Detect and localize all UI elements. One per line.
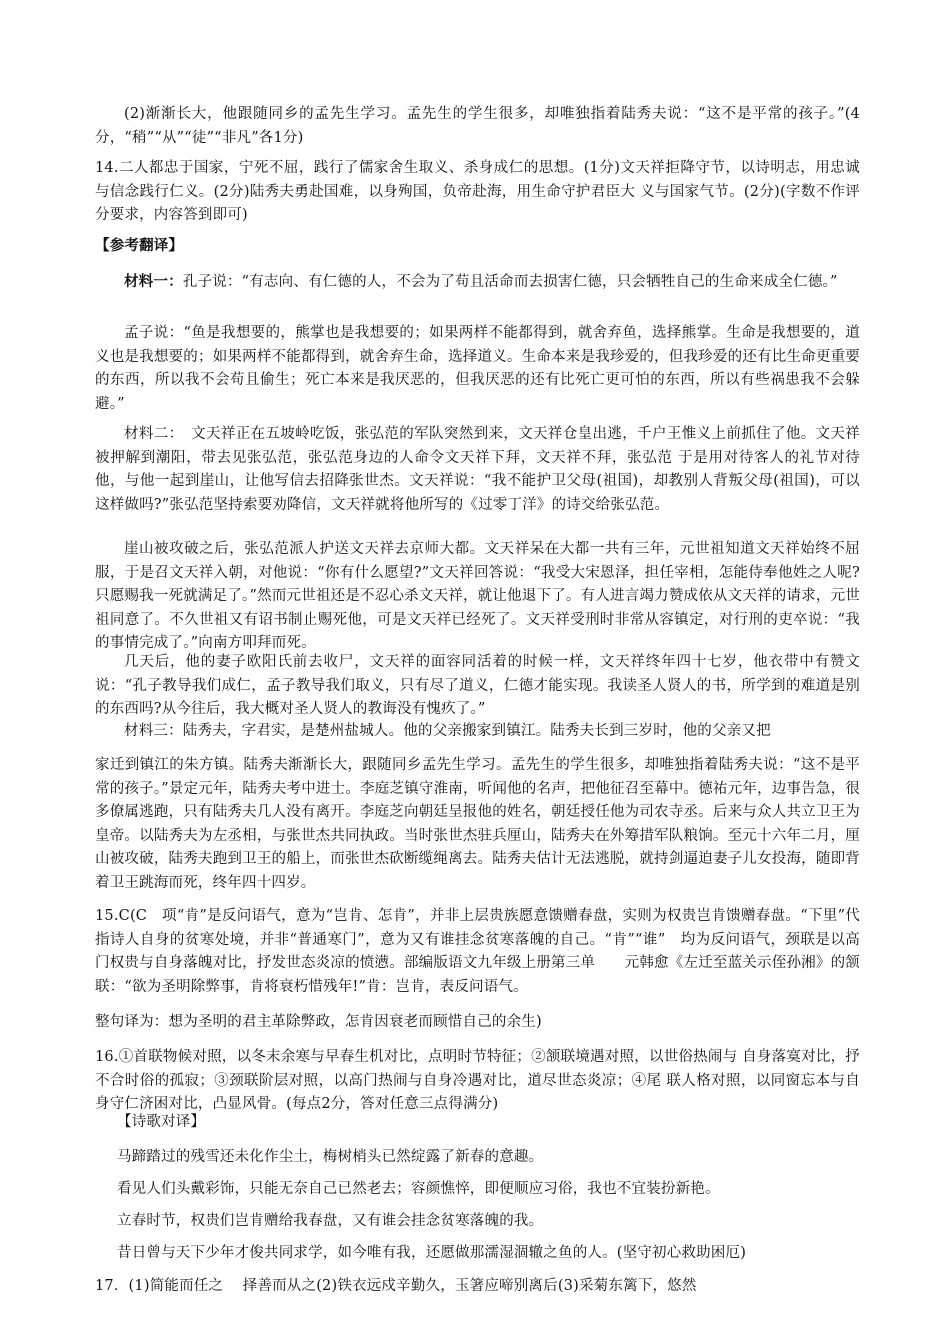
material-three-paragraph: 家迁到镇江的朱方镇。陆秀夫渐渐长大，跟随同乡孟先生学习。孟先生的学生很多，却唯独指着陆秀夫说：“这不是平常的孩子。”景定元年，陆秀夫考中进士。李庭芝镇守淮南，听闻他的名声，把他征召至幕中。德祐元年，边事告急，很多僚属逃跑，只有陆秀夫几人没有离开。李庭芝向朝廷呈报他的姓名，朝廷授任他为司农寺丞。后来与众人共立卫王为皇帝。以陆秀夫为左丞相，与张世杰共同执政。当时张世杰驻兵厘山，陆秀夫在外筹措军队粮饷。至元十六年二月，厘山被攻破，陆秀夫跑到卫王的船上，而张世杰砍断缆绳离去。陆秀夫估计无法逃脱，就持剑逼迫妻子儿女投海，随即背着卫王跳海而死，终年四十四岁。 [95, 757, 860, 891]
answer-17: 17．(1)简能而任之 择善而从之(2)铁衣远戍辛勤久，玉箸应啼别离后(3)采菊东篱下，悠然 [95, 1278, 697, 1294]
yashan-paragraph: 崖山被攻破之后，张弘范派人护送文天祥去京师大都。文天祥呆在大都一共有三年，元世祖知道文天祥始终不屈服，于是召文天祥入朝，对他说：“你有什么愿望?”文天祥回答说：“我受大宋恩泽，担任宰相，怎能侍奉他姓之人呢?只愿赐我一死就满足了。”然而元世祖还是不忍心杀文天祥，就让他退下了。有人进言竭力赞成依从文天祥的请求，元世祖同意了。不久世祖又有诏书制止赐死他，可是文天祥已经死了。文天祥受刑时非常从容镇定，对行刑的吏卒说：“我的事情完成了。”向南方叩拜而死。 [95, 541, 860, 651]
answer-15-translation: 整句译为：想为圣明的君主革除弊政，怎肯因衰老而顾惜自己的余生) [95, 1014, 542, 1030]
material-three-first-line: 材料三：陆秀夫，字君实，是楚州盐城人。他的父亲搬家到镇江。陆秀夫长到三岁时，他的父亲又把 [124, 723, 771, 739]
reference-translation-heading: 【参考翻译】 [95, 237, 184, 254]
mencius-paragraph: 孟子说：“鱼是我想要的，熊掌也是我想要的；如果两样不能都得到，就舍弃鱼，选择熊掌。生命是我想要的，道义也是我想要的；如果两样不能都得到，就舍弃生命，选择道义。生命本来是我珍爱的，但我珍爱的还有比生命更重要的东西，所以我不会苟且偷生；死亡本来是我厌恶的，但我厌恶的还有比死亡更可怕的东西，所以有些祸患我不会躲避。” [95, 325, 860, 412]
answer-14: 14.二人都忠于国家，宁死不屈，践行了儒家舍生取义、杀身成仁的思想。(1分)文天祥拒降守节，以诗明志，用忠诚与信念践行仁义。(2分)陆秀夫勇赴国难，以身殉国，负帝赴海，用生命守护君臣大 义与国家气节。(2分)(字数不作评分要求，内容答到即可) [95, 160, 860, 223]
after-days-paragraph: 几天后，他的妻子欧阳氏前去收尸，文天祥的面容同活着的时候一样，文天祥终年四十七岁，他衣带中有赞文说：“孔子教导我们成仁，孟子教导我们取义，只有尽了道义，仁德才能实现。我读圣人贤人的书，所学到的难道是别的东西吗?从今往后，我大概对圣人贤人的教诲没有愧疚了。” [95, 654, 860, 717]
material-one-text: 孔子说：“有志向、有仁德的人，不会为了苟且活命而去损害仁德，只会牺牲自己的生命来成全仁德。” [182, 274, 838, 290]
material-one-paragraph [95, 270, 860, 295]
poem-translation-heading: 【诗歌对译】 [117, 1114, 206, 1130]
material-one-label: 材料一： [124, 273, 183, 290]
poem-line-2: 看见人们头戴彩饰，只能无奈自己已然老去；容颜憔悴，即便顺应习俗，我也不宜装扮新艳。 [117, 1181, 720, 1197]
material-two-paragraph: 材料二： 文天祥正在五坡岭吃饭，张弘范的军队突然到来，文天祥仓皇出逃，千户王惟义上前抓住了他。文天祥被押解到潮阳，带去见张弘范，张弘范身边的人命令文天祥下拜，文天祥不拜，张弘范 于是用对待客人的礼节对待他，与他一起到崖山，让他写信去招降张世杰。文天祥说：“我不能护卫父母(祖国)，却教别人背叛父母(祖国)，可以这样做吗?”张弘范坚持索要劝降信，文天祥就将他所写的《过零丁洋》的诗交给张弘范。 [95, 426, 860, 513]
answer-13-2: (2)渐渐长大，他跟随同乡的孟先生学习。孟先生的学生很多，却唯独指着陆秀夫说：“这不是平常的孩子。”(4分，“稍”“从”“徒”“非凡”各1分) [95, 106, 860, 146]
poem-line-4: 昔日曾与天下少年才俊共同求学，如今唯有我，还愿做那濡湿涸辙之鱼的人。(坚守初心救助困厄) [117, 1245, 747, 1261]
answer-15: 15.C(C 项“肯”是反问语气，意为“岂肯、怎肯”，并非上层贵族愿意馈赠春盘，实则为权贵岂肯馈赠春盘。“下里”代指诗人自身的贫寒处境，并非“普通寒门”，意为又有谁挂念贫寒落魄的自己。“肯”“谁” 均为反问语气，颈联是以高门权贵与自身落魄对比，抒发世态炎凉的愤懑。部编版语文九年级上册第三单 元韩愈《左迁至蓝关示侄孙湘》的颔联：“欲为圣明除弊事，肯将衰朽惜残年!”肯：岂肯，表反问语气。 [95, 908, 860, 995]
poem-line-1: 马蹄踏过的残雪还未化作尘土，梅树梢头已然绽露了新春的意趣。 [117, 1149, 544, 1165]
answer-16: 16.①首联物候对照，以冬末余寒与早春生机对比，点明时节特征；②颔联境遇对照，以世俗热闹与 自身落寞对比，抒不合时俗的孤寂；③颈联阶层对照，以高门热闹与自身冷遇对比，道尽世态炎凉；④尾 联人格对照，以同窗忘本与自身守仁济困对比，凸显风骨。(每点2分，答对任意三点得满分) [95, 1049, 860, 1112]
poem-line-3: 立春时节，权贵们岂肯赠给我春盘，又有谁会挂念贫寒落魄的我。 [117, 1213, 544, 1229]
